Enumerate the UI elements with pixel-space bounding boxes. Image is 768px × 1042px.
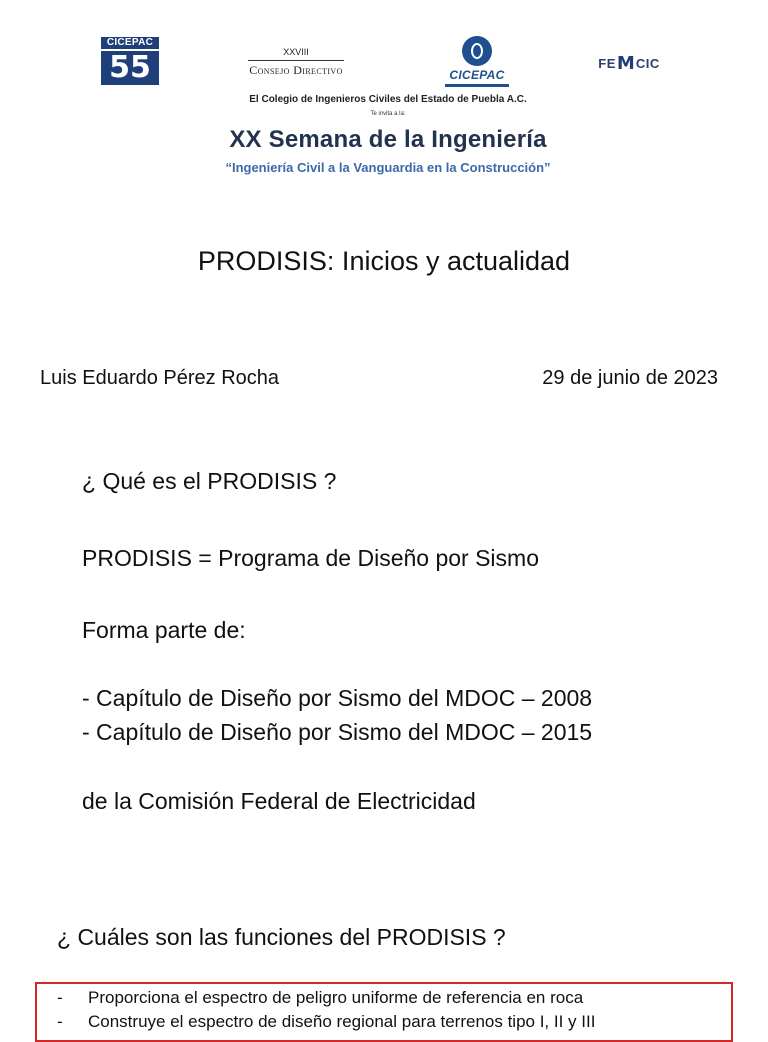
consejo-directivo-logo <box>238 44 354 80</box>
author-name: Luis Eduardo Pérez Rocha <box>40 367 280 389</box>
functions-box <box>35 982 733 1042</box>
event-slogan: “Ingeniería Civil a la Vanguardia en la Construcción” <box>225 160 551 175</box>
document-title: PRODISIS: Inicios y actualidad <box>197 246 571 276</box>
cicepac-seal-icon <box>462 36 492 66</box>
femcic-logo-left: FE <box>598 55 616 71</box>
prodisis-definition: PRODISIS = Programa de Diseño por Sismo <box>82 545 539 571</box>
cicepac-wordmark: CICEPAC <box>449 67 505 82</box>
cicepac-underline <box>445 84 509 87</box>
femcic-logo-right: CIC <box>635 55 660 71</box>
chapter-item: - Capítulo de Diseño por Sismo del MDOC – 2008 <box>82 685 593 711</box>
question-functions: ¿ Cuáles son las funciones del PRODISIS ? <box>57 924 506 950</box>
cfe-line: de la Comisión Federal de Electricidad <box>82 788 476 814</box>
cicepac-55-logo-number: 55 <box>101 51 159 85</box>
logo-row <box>0 30 768 92</box>
function-text: Proporciona el espectro de peligro uniforme de referencia en roca <box>88 988 584 1007</box>
consejo-text: Consejo Directivo <box>249 62 343 77</box>
femcic-logo-mark: M <box>616 52 635 74</box>
invitation-text: Te invita a la: <box>370 111 406 117</box>
function-dash: - <box>57 1012 63 1031</box>
chapter-item: - Capítulo de Diseño por Sismo del MDOC – 2015 <box>82 719 593 745</box>
question-what-is: ¿ Qué es el PRODISIS ? <box>82 468 337 494</box>
consejo-roman-numeral: XXVIII <box>283 46 309 57</box>
femcic-logo <box>586 48 672 78</box>
function-dash: - <box>57 988 63 1007</box>
cicepac-55-logo <box>100 36 160 86</box>
colegio-name: El Colegio de Ingenieros Civiles del Estado de Puebla A.C. <box>249 94 527 105</box>
event-title: XX Semana de la Ingeniería <box>229 126 547 153</box>
forma-parte-label: Forma parte de: <box>82 617 246 643</box>
cicepac-logo <box>440 30 514 92</box>
presentation-date: 29 de junio de 2023 <box>542 367 718 389</box>
consejo-rule <box>248 60 344 61</box>
cicepac-55-logo-top: CICEPAC <box>101 37 159 49</box>
function-text: Construye el espectro de diseño regional para terrenos tipo I, II y III <box>88 1012 596 1031</box>
